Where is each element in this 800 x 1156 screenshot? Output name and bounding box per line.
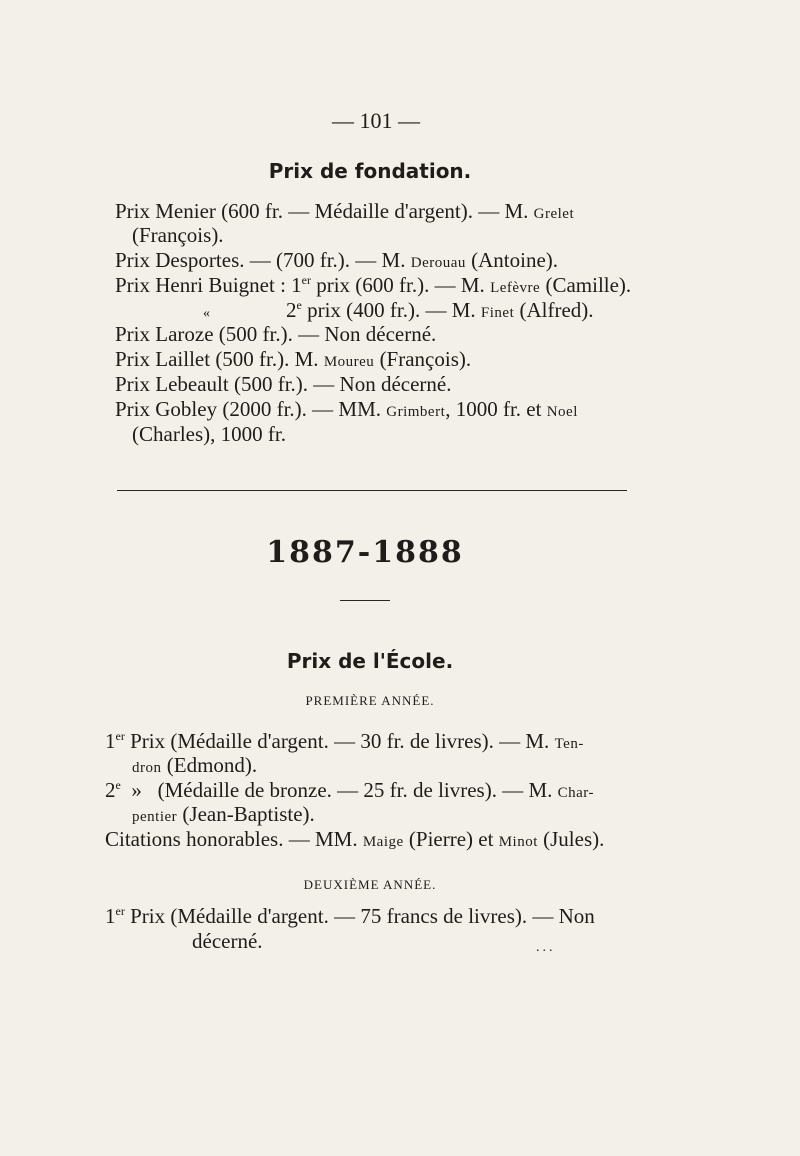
- text-line: 1er Prix (Médaille d'argent. — 30 fr. de livres). — M. Ten-: [105, 729, 584, 753]
- short-rule: [340, 600, 390, 601]
- text-line: (François).: [132, 223, 224, 247]
- text-line: 2e prix (400 fr.). — M. Finet (Alfred).: [286, 298, 594, 322]
- subheading-first-year: PREMIÈRE ANNÉE.: [305, 693, 435, 708]
- text-line: Prix Lebeault (500 fr.). — Non décerné.: [115, 372, 452, 396]
- text-line: pentier (Jean-Baptiste).: [132, 802, 315, 826]
- text-line: Prix Henri Buignet : 1er prix (600 fr.). — M. Lefèvre (Camille).: [115, 273, 632, 297]
- text-line: Prix Menier (600 fr. — Médaille d'argent). — M. Grelet: [115, 199, 575, 223]
- text-line: «: [203, 306, 210, 321]
- year-heading: 1887-1888: [266, 535, 464, 570]
- text-line: Citations honorables. — MM. Maige (Pierre) et Minot (Jules).: [105, 827, 605, 851]
- text-line: Prix Gobley (2000 fr.). — MM. Grimbert, 1000 fr. et Noel: [115, 397, 578, 421]
- text-line: dron (Edmond).: [132, 753, 258, 777]
- trailing-mark: ...: [536, 940, 556, 955]
- section-title-fondation: Prix de fondation.: [268, 159, 472, 183]
- text-line: décerné.: [192, 929, 263, 953]
- text-line: Prix Desportes. — (700 fr.). — M. Derouau (Antoine).: [115, 248, 559, 272]
- text-line: 2e » (Médaille de bronze. — 25 fr. de livres). — M. Char-: [105, 778, 594, 802]
- text-line: Prix Laroze (500 fr.). — Non décerné.: [115, 322, 437, 346]
- section-divider: [117, 490, 627, 491]
- text-line: 1er Prix (Médaille d'argent. — 75 francs de livres). — Non: [105, 904, 595, 928]
- subheading-second-year: DEUXIÈME ANNÉE.: [303, 877, 437, 892]
- text-line: Prix Laillet (500 fr.). M. Moureu (François).: [115, 347, 472, 371]
- section-title-ecole: Prix de l'École.: [286, 649, 454, 673]
- text-line: (Charles), 1000 fr.: [132, 422, 286, 446]
- page-number: — 101 —: [332, 108, 420, 133]
